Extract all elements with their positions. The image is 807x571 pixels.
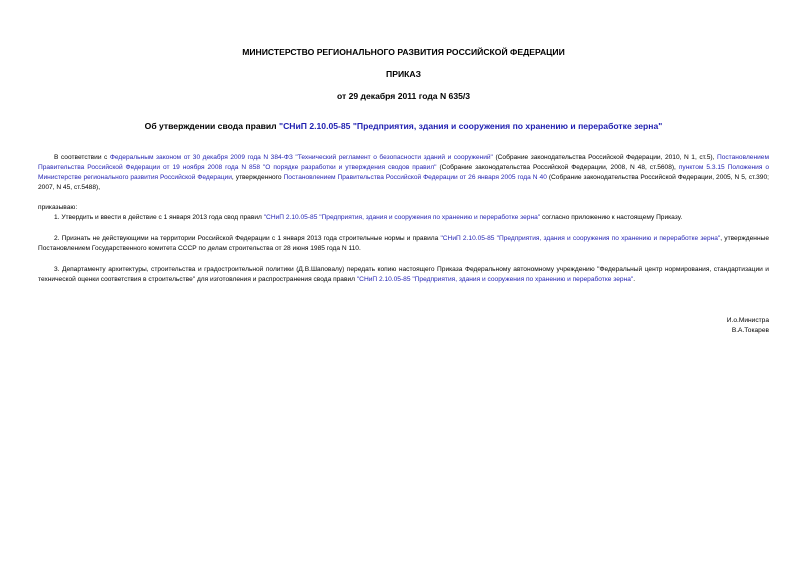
item-1-snip-link[interactable]: "СНиП 2.10.05-85 "Предприятия, здания и сооружения по хранению и переработке зерна"	[263, 214, 541, 221]
preamble-paragraph	[38, 153, 769, 193]
item-2	[38, 234, 769, 254]
document-date-number: от 29 декабря 2011 года N 635/3	[336, 91, 471, 101]
title-prefix: Об утверждении свода правил	[144, 121, 280, 131]
item-2-text-2: , утвержденные Постановлением Государственного комитета СССР по делам строительства от 28 июня 1985 года N 110.	[38, 235, 770, 252]
preamble-text-5: (Собрание законодательства Российской Федерации, 2005, N 5, ст.390; 2007, N 45, ст.5488),	[38, 174, 769, 191]
signatory-name: В.А.Токарев	[731, 327, 769, 334]
federal-law-link[interactable]: Федеральным законом от 30 декабря 2009 года N 384-ФЗ "Технический регламент о безопасности зданий и сооружений"	[109, 154, 493, 161]
preamble-text-2: (Собрание законодательства Российской Федерации, 2010, N 1, ст.5),	[492, 154, 717, 161]
resolution-40-link[interactable]: Постановлением Правительства Российской Федерации от 26 января 2005 года N 40	[283, 174, 547, 181]
signatory-position: И.о.Министра	[726, 317, 769, 324]
item-3-text-1: 3. Департаменту архитектуры, строительства и градостроительной политики (Д.В.Шаповалу) передать копию настоящего Приказа Федеральному автономному учреждению "Федеральный центр нормирования, стандартизации и технической оценки соответствия в строительстве" для изготовления и распространения свода правил	[38, 266, 769, 283]
item-1-text-1: 1. Утвердить и ввести в действие с 1 января 2013 года свод правил	[54, 214, 264, 221]
preamble-text-4: , утвержденного	[231, 174, 284, 181]
resolution-858-link[interactable]: Постановлением Правительства Российской Федерации от 19 ноября 2008 года N 858 "О порядке разработки и утверждения сводов правил"	[38, 154, 769, 171]
item-2-snip-link[interactable]: "СНиП 2.10.05-85 "Предприятия, здания и сооружения по хранению и переработке зерна"	[440, 235, 721, 242]
title-link[interactable]: "СНиП 2.10.05-85 "Предприятия, здания и сооружения по хранению и переработке зерна"	[279, 121, 663, 131]
document-title	[0, 121, 807, 131]
item-1-text-2: согласно приложению к настоящему Приказу.	[540, 214, 683, 221]
preamble-text-3: (Собрание законодательства Российской Федерации, 2008, N 48, ст.5608),	[436, 164, 679, 171]
item-1	[38, 213, 769, 223]
signature-block	[649, 316, 769, 336]
ministry-regulation-link[interactable]: пунктом 5.3.15 Положения о Министерстве регионального развития Российской Федерации	[38, 164, 769, 181]
ministry-heading: МИНИСТЕРСТВО РЕГИОНАЛЬНОГО РАЗВИТИЯ РОССИЙСКОЙ ФЕДЕРАЦИИ	[242, 47, 565, 57]
document-type: ПРИКАЗ	[386, 69, 421, 79]
item-3-snip-link[interactable]: "СНиП 2.10.05-85 "Предприятия, здания и сооружения по хранению и переработке зерна"	[356, 276, 634, 283]
order-word: приказываю:	[38, 204, 78, 211]
item-3-text-2: .	[633, 276, 636, 283]
item-2-text-1: 2. Признать не действующими на территории Российской Федерации с 1 января 2013 года строительные нормы и правила	[54, 235, 441, 242]
preamble-text-1: В соответствии с	[54, 154, 110, 161]
item-3	[38, 265, 769, 285]
